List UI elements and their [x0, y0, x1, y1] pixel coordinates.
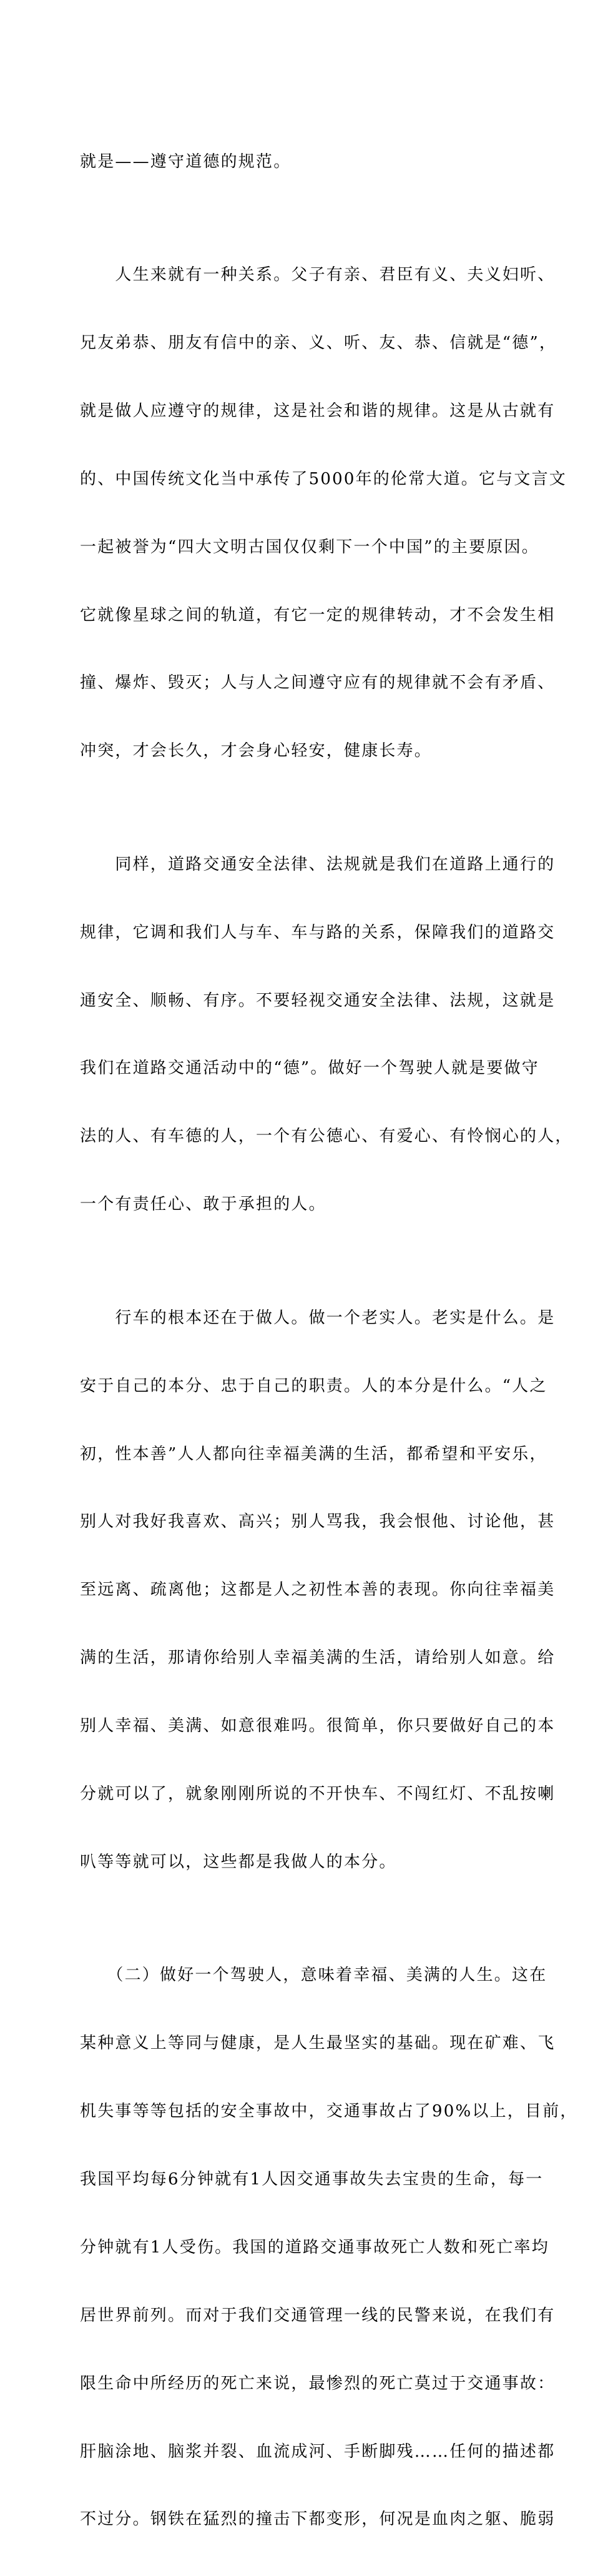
text-line: 别人幸福、美满、如意很难吗。很简单，你只要做好自己的本 — [80, 1717, 556, 1736]
text-line: 一个有责任心、敢于承担的人。 — [80, 1195, 326, 1214]
paragraph — [80, 1261, 556, 1919]
text-line: 分钟就有1人受伤。我国的道路交通事故死亡人数和死亡率均 — [80, 2237, 549, 2257]
text-line: 别人对我好我喜欢、高兴；别人骂我，我会恨他、讨论他，甚 — [80, 1512, 556, 1532]
text-line: 法的人、有车德的人，一个有公德心、有爱心、有怜悯心的人， — [80, 1127, 573, 1146]
text-line: 机失事等等包括的安全事故中，交通事故占了90%以上，目前， — [80, 2102, 578, 2121]
paragraph — [80, 105, 521, 218]
text-line: 冲突，才会长久，才会身心轻安，健康长寿。 — [80, 741, 433, 761]
text-line: 就是做人应遵守的规律，这是社会和谐的规律。这是从古就有 — [80, 401, 556, 420]
text-line: 安于自己的本分、忠于自己的职责。人的本分是什么。“人之 — [80, 1376, 547, 1395]
paragraph — [80, 808, 573, 1261]
text-line: 兄友弟恭、朋友有信中的亲、义、听、友、恭、信就是“德”， — [80, 333, 557, 352]
text-line: 同样，道路交通安全法律、法规就是我们在道路上通行的 — [80, 855, 556, 874]
text-line: 肝脑涂地、脑浆并裂、血流成河、手断脚残……任何的描述都 — [80, 2442, 556, 2461]
text-line: 初，性本善”人人都向往幸福美满的生活，都希望和平安乐， — [80, 1444, 547, 1464]
paragraph — [80, 218, 567, 808]
text-line: 规律，它调和我们人与车、车与路的关系，保障我们的道路交 — [80, 923, 556, 942]
text-line: 行车的根本还在于做人。做一个老实人。老实是什么。是 — [80, 1308, 556, 1327]
text-line: 人生来就有一种关系。父子有亲、君臣有义、夫义妇听、 — [80, 265, 556, 285]
text-line: 叭等等就可以，这些都是我做人的本分。 — [80, 1852, 397, 1871]
text-line: 我国平均每6分钟就有1人因交通事故失去宝贵的生命，每一 — [80, 2170, 544, 2189]
text-line: 满的生活，那请你给别人幸福美满的生活，请给别人如意。给 — [80, 1648, 556, 1668]
text-line: 分就可以了，就象刚刚所说的不开快车、不闯红灯、不乱按喇 — [80, 1784, 556, 1803]
text-line: 一起被誉为“四大文明古国仅仅剩下一个中国”的主要原因。 — [80, 537, 539, 557]
text-line: 我们在道路交通活动中的“德”。做好一个驾驶人就是要做守 — [80, 1059, 539, 1078]
text-line: 的、中国传统文化当中承传了5000年的伦常大道。它与文言文 — [80, 469, 567, 488]
text-line: 撞、爆炸、毁灭；人与人之间遵守应有的规律就不会有矛盾、 — [80, 673, 556, 693]
text-line: 限生命中所经历的死亡来说，最惨烈的死亡莫过于交通事故： — [80, 2374, 556, 2393]
paragraph — [80, 1919, 578, 2576]
text-line: 就是——遵守道德的规范。 — [80, 152, 292, 171]
text-line: 居世界前列。而对于我们交通管理一线的民警来说，在我们有 — [80, 2306, 556, 2325]
document-page — [80, 105, 578, 2576]
text-line: 至远离、疏离他；这都是人之初性本善的表现。你向往幸福美 — [80, 1580, 556, 1600]
text-line: 通安全、顺畅、有序。不要轻视交通安全法律、法规，这就是 — [80, 991, 556, 1010]
text-line: 不过分。钢铁在猛烈的撞击下都变形，何况是血肉之躯、脆弱 — [80, 2510, 556, 2529]
text-line: （二）做好一个驾驶人，意味着幸福、美满的人生。这在 — [80, 1966, 547, 1985]
text-line: 它就像星球之间的轨道，有它一定的规律转动，才不会发生相 — [80, 605, 556, 625]
text-line: 某种意义上等同与健康，是人生最坚实的基础。现在矿难、飞 — [80, 2034, 556, 2053]
